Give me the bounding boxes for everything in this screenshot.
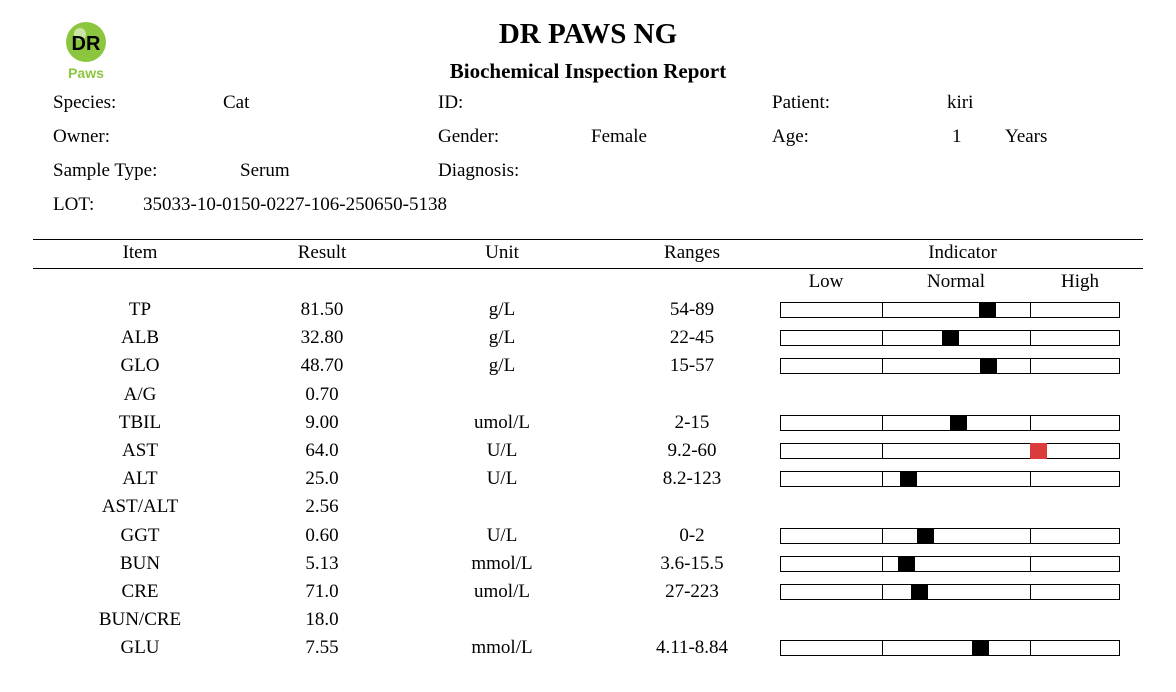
low-normal-divider (882, 416, 883, 430)
col-header-unit: Unit (485, 242, 519, 263)
row-range: 9.2-60 (667, 440, 717, 461)
row-range: 3.6-15.5 (660, 553, 724, 574)
indicator-bar (780, 556, 1120, 572)
normal-high-divider (1030, 359, 1031, 373)
value-marker (900, 471, 917, 487)
normal-high-divider (1030, 585, 1031, 599)
indicator-bar (780, 640, 1120, 656)
row-item: AST (122, 440, 158, 461)
patient-label: Patient: (772, 92, 831, 113)
normal-high-divider (1030, 557, 1031, 571)
row-range: 22-45 (669, 327, 715, 348)
indicator-high-label: High (1061, 271, 1099, 292)
age-label: Age: (772, 126, 809, 147)
row-result: 18.0 (305, 609, 339, 630)
row-result: 71.0 (305, 581, 339, 602)
age-unit: Years (1005, 126, 1048, 147)
row-result: 81.50 (300, 299, 344, 320)
indicator-low-label: Low (808, 271, 844, 292)
col-header-item: Item (122, 242, 158, 263)
row-result: 0.70 (305, 384, 339, 405)
row-item: BUN (119, 553, 161, 574)
low-normal-divider (882, 331, 883, 345)
row-unit: umol/L (474, 412, 530, 433)
indicator-bar (780, 330, 1120, 346)
indicator-bar (780, 302, 1120, 318)
diagnosis-label: Diagnosis: (438, 160, 520, 181)
table-header-rule (33, 268, 1143, 269)
low-normal-divider (882, 529, 883, 543)
row-item: ALT (122, 468, 158, 489)
row-unit: g/L (488, 355, 516, 376)
row-item: GLO (120, 355, 160, 376)
row-result: 9.00 (305, 412, 339, 433)
logo-text-paws: Paws (68, 65, 104, 81)
row-unit: g/L (488, 327, 516, 348)
row-result: 48.70 (300, 355, 344, 376)
row-result: 25.0 (305, 468, 339, 489)
indicator-bar (780, 358, 1120, 374)
indicator-normal-label: Normal (926, 271, 986, 292)
row-result: 7.55 (305, 637, 339, 658)
sample-type-label: Sample Type: (53, 160, 158, 181)
value-marker (911, 584, 928, 600)
high-value-marker (1030, 443, 1047, 459)
col-header-indicator: Indicator (928, 242, 997, 263)
row-range: 27-223 (665, 581, 719, 602)
lot-label: LOT: (53, 194, 95, 215)
patient-value: kiri (947, 92, 974, 113)
row-item: GGT (120, 525, 160, 546)
normal-high-divider (1030, 529, 1031, 543)
normal-high-divider (1030, 416, 1031, 430)
report-subtitle: Biochemical Inspection Report (449, 59, 727, 83)
row-item: BUN/CRE (98, 609, 182, 630)
normal-high-divider (1030, 641, 1031, 655)
row-item: ALB (121, 327, 159, 348)
owner-label: Owner: (53, 126, 110, 147)
low-normal-divider (882, 444, 883, 458)
row-range: 2-15 (674, 412, 710, 433)
low-normal-divider (882, 641, 883, 655)
table-top-rule (33, 239, 1143, 240)
indicator-bar (780, 471, 1120, 487)
row-result: 64.0 (305, 440, 339, 461)
lot-value: 35033-10-0150-0227-106-250650-5138 (143, 194, 447, 215)
indicator-bar (780, 528, 1120, 544)
gender-label: Gender: (438, 126, 500, 147)
value-marker (898, 556, 915, 572)
normal-high-divider (1030, 331, 1031, 345)
id-label: ID: (438, 92, 464, 113)
report-title: DR PAWS NG (498, 18, 678, 50)
row-range: 8.2-123 (662, 468, 722, 489)
row-item: CRE (121, 581, 159, 602)
row-item: TP (128, 299, 152, 320)
row-unit: U/L (486, 525, 518, 546)
row-unit: mmol/L (471, 553, 533, 574)
row-range: 0-2 (679, 525, 705, 546)
row-range: 54-89 (669, 299, 715, 320)
indicator-bar (780, 415, 1120, 431)
value-marker (972, 640, 989, 656)
value-marker (979, 302, 996, 318)
low-normal-divider (882, 557, 883, 571)
value-marker (980, 358, 997, 374)
row-unit: U/L (486, 440, 518, 461)
value-marker (942, 330, 959, 346)
value-marker (950, 415, 967, 431)
row-result: 5.13 (305, 553, 339, 574)
row-item: AST/ALT (101, 496, 179, 517)
row-item: TBIL (118, 412, 162, 433)
species-value: Cat (223, 92, 250, 113)
row-result: 0.60 (305, 525, 339, 546)
gender-value: Female (591, 126, 647, 147)
low-normal-divider (882, 472, 883, 486)
indicator-bar (780, 443, 1120, 459)
logo-text-dr: DR (71, 33, 101, 55)
value-marker (917, 528, 934, 544)
col-header-result: Result (297, 242, 347, 263)
low-normal-divider (882, 359, 883, 373)
row-item: GLU (120, 637, 160, 658)
row-unit: U/L (486, 468, 518, 489)
species-label: Species: (53, 92, 117, 113)
sample-type-value: Serum (240, 160, 290, 181)
row-unit: mmol/L (471, 637, 533, 658)
low-normal-divider (882, 303, 883, 317)
normal-high-divider (1030, 472, 1031, 486)
low-normal-divider (882, 585, 883, 599)
row-unit: g/L (488, 299, 516, 320)
row-item: A/G (123, 384, 157, 405)
row-unit: umol/L (474, 581, 530, 602)
row-result: 32.80 (300, 327, 344, 348)
col-header-ranges: Ranges (664, 242, 720, 263)
row-range: 15-57 (669, 355, 715, 376)
row-result: 2.56 (305, 496, 339, 517)
age-value: 1 (952, 126, 962, 147)
row-range: 4.11-8.84 (655, 637, 729, 658)
normal-high-divider (1030, 303, 1031, 317)
indicator-bar (780, 584, 1120, 600)
